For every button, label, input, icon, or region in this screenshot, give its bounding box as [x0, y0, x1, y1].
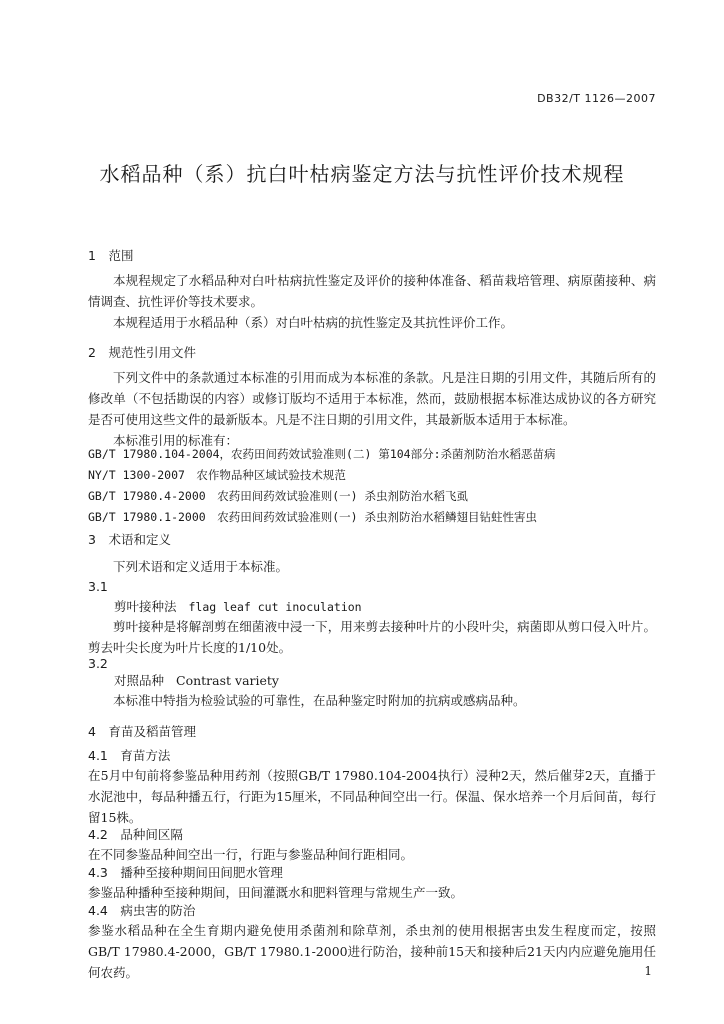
section-4-4-paragraph: 参鉴水稻品种在全生育期内避免使用杀菌剂和除草剂，杀虫剂的使用根据害虫发生程度而定，按照GB/T 17980.4-2000，GB/T 17980.1-2000进行防治，接种前15天和接种后21天内内应避免施用任何农药。: [88, 923, 656, 980]
section-1-heading: 1 范围: [88, 248, 134, 263]
section-4-3-heading: 4.3 播种至接种期间田间肥水管理: [88, 865, 283, 880]
term-2-name: 对照品种: [114, 673, 165, 688]
section-3-intro: 下列术语和定义适用于本标准。: [113, 559, 289, 574]
section-2-paragraph-1: 下列文件中的条款通过本标准的引用而成为本标准的条款。凡是注日期的引用文件，其随后所有的修改单（不包括勘误的内容）或修订版均不适用于本标准，然而，鼓励根据本标准达成协议的各方研究是否可使用这些文件的最新版本。凡是不注日期的引用文件，其最新版本适用于本标准。: [88, 370, 656, 427]
document-title: 水稻品种（系）抗白叶枯病鉴定方法与抗性评价技术规程: [99, 162, 625, 186]
reference-item: NY/T 1300-2007 农作物品种区域试验技术规范: [88, 468, 346, 482]
term-1-name: 剪叶接种法: [114, 599, 177, 614]
term-1-definition: 剪叶接种是将解剖剪在细菌液中浸一下，用来剪去接种叶片的小段叶尖，病菌即从剪口侵入叶片。剪去叶尖长度为叶片长度的1/10处。: [88, 619, 656, 655]
section-1-paragraph-2: 本规程适用于水稻品种（系）对白叶枯病的抗性鉴定及其抗性评价工作。: [113, 315, 514, 330]
section-4-heading: 4 育苗及稻苗管理: [88, 724, 196, 739]
reference-item: GB/T 17980.104-2004，农药田间药效试验准则(二) 第104部分:杀菌剂防治水稻恶苗病: [88, 447, 556, 461]
section-4-3-paragraph: 参鉴品种播种至接种期间，田间灌溉水和肥料管理与常规生产一致。: [88, 885, 464, 900]
reference-item: GB/T 17980.4-2000 农药田间药效试验准则(一) 杀虫剂防治水稻飞虱: [88, 489, 468, 503]
page-number: 1: [644, 964, 652, 978]
section-1-paragraph-1: 本规程规定了水稻品种对白叶枯病抗性鉴定及评价的接种体准备、稻苗栽培管理、病原菌接种、病情调查、抗性评价等技术要求。: [88, 273, 656, 309]
term-2-english: Contrast variety: [176, 673, 279, 688]
standard-code: DB32/T 1126—2007: [537, 92, 656, 105]
section-4-4-heading: 4.4 病虫害的防治: [88, 903, 196, 918]
term-2-number: 3.2: [88, 656, 108, 671]
section-4-2-heading: 4.2 品种间区隔: [88, 827, 183, 842]
section-4-2-paragraph: 在不同参鉴品种间空出一行，行距与参鉴品种间行距相同。: [88, 847, 414, 862]
reference-item: GB/T 17980.1-2000 农药田间药效试验准则(一) 杀虫剂防治水稻鳞翅目钻蛀性害虫: [88, 510, 537, 524]
term-1-english: flag leaf cut inoculation: [188, 600, 362, 614]
section-4-1-paragraph: 在5月中旬前将参鉴品种用药剂（按照GB/T 17980.104-2004执行）浸种2天，然后催芽2天，直播于水泥池中，每品种播五行，行距为15厘米，不同品种间空出一行。保温、保水培养一个月后间苗，每行留15株。: [88, 768, 656, 825]
term-1-number: 3.1: [88, 579, 108, 594]
term-2-title: [114, 674, 279, 688]
section-2-paragraph-2: 本标准引用的标准有：: [113, 433, 239, 448]
section-2-heading: 2 规范性引用文件: [88, 345, 196, 360]
section-4-1-heading: 4.1 育苗方法: [88, 748, 171, 763]
term-1-title: [114, 600, 362, 614]
term-2-definition: 本标准中特指为检验试验的可靠性，在品种鉴定时附加的抗病或感病品种。: [113, 693, 526, 708]
section-3-heading: 3 术语和定义: [88, 532, 171, 547]
